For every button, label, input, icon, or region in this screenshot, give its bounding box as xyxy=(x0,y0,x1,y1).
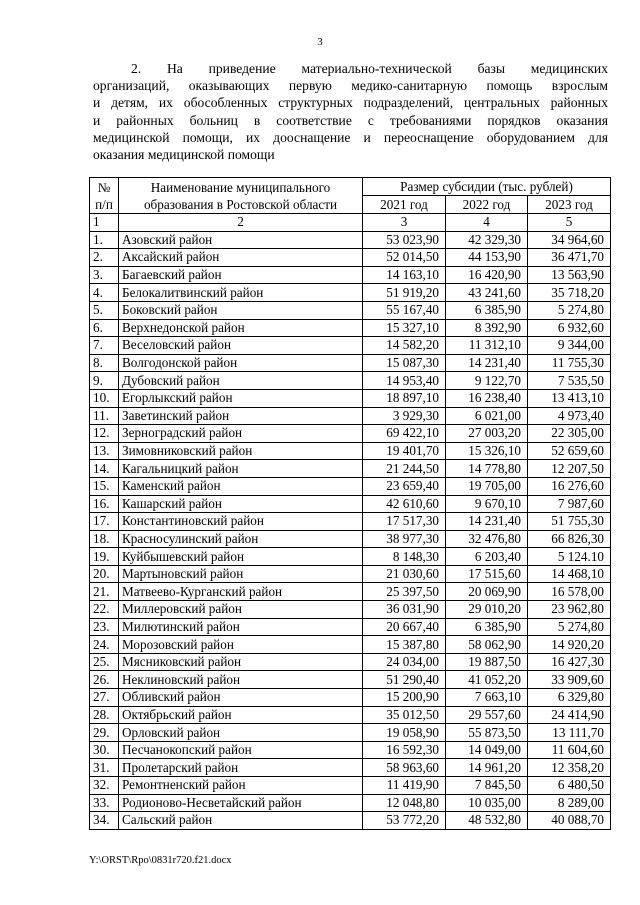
page-number: 3 xyxy=(317,36,323,48)
row-value-2021: 11 419,90 xyxy=(363,777,446,795)
row-number: 26. xyxy=(90,671,119,689)
row-district-name: Константиновский район xyxy=(119,513,363,531)
row-value-2023: 12 207,50 xyxy=(528,460,611,478)
row-value-2021: 69 422,10 xyxy=(363,425,446,443)
row-value-2021: 23 659,40 xyxy=(363,477,446,495)
row-value-2023: 52 659,60 xyxy=(528,442,611,460)
row-number: 20. xyxy=(90,565,119,583)
row-number: 28. xyxy=(90,706,119,724)
row-value-2022: 16 238,40 xyxy=(446,389,528,407)
row-value-2023: 23 962,80 xyxy=(528,601,611,619)
row-district-name: Заветинский район xyxy=(119,407,363,425)
row-district-name: Милютинский район xyxy=(119,618,363,636)
row-value-2022: 42 329,30 xyxy=(446,231,528,249)
header-number-cell xyxy=(90,178,119,214)
row-value-2022: 41 052,20 xyxy=(446,671,528,689)
row-district-name: Зимовниковский район xyxy=(119,442,363,460)
row-district-name: Мясниковский район xyxy=(119,653,363,671)
table-row xyxy=(90,513,611,531)
row-district-name: Обливский район xyxy=(119,689,363,707)
row-value-2023: 7 987,60 xyxy=(528,495,611,513)
row-value-2023: 40 088,70 xyxy=(528,812,611,830)
header-year-2022: 2022 год xyxy=(446,196,528,214)
row-district-name: Морозовский район xyxy=(119,636,363,654)
row-value-2021: 52 014,50 xyxy=(363,249,446,267)
table-row xyxy=(90,301,611,319)
row-district-name: Багаевский район xyxy=(119,266,363,284)
row-value-2021: 14 163,10 xyxy=(363,266,446,284)
row-value-2022: 19 887,50 xyxy=(446,653,528,671)
row-value-2023: 13 111,70 xyxy=(528,724,611,742)
header-name-line2: образования в Ростовской области xyxy=(143,196,338,212)
row-value-2021: 14 953,40 xyxy=(363,372,446,390)
paragraph-line: медицинской помощи, их дооснащение и переоснащение оборудованием для xyxy=(93,129,608,145)
row-value-2022: 16 420,90 xyxy=(446,266,528,284)
table-row xyxy=(90,741,611,759)
table-header-row xyxy=(90,178,611,196)
table-row xyxy=(90,706,611,724)
table-row xyxy=(90,794,611,812)
row-value-2021: 16 592,30 xyxy=(363,741,446,759)
row-value-2022: 14 231,40 xyxy=(446,354,528,372)
row-value-2023: 11 755,30 xyxy=(528,354,611,372)
table-row xyxy=(90,337,611,355)
row-value-2022: 14 049,00 xyxy=(446,741,528,759)
row-value-2021: 15 387,80 xyxy=(363,636,446,654)
row-value-2022: 29 010,20 xyxy=(446,601,528,619)
row-number: 12. xyxy=(90,425,119,443)
row-value-2022: 19 705,00 xyxy=(446,477,528,495)
row-number: 1. xyxy=(90,231,119,249)
row-value-2023: 51 755,30 xyxy=(528,513,611,531)
row-number: 27. xyxy=(90,689,119,707)
column-number: 1 xyxy=(90,214,119,232)
row-number: 21. xyxy=(90,583,119,601)
table-row xyxy=(90,495,611,513)
row-value-2023: 14 920,20 xyxy=(528,636,611,654)
table-row xyxy=(90,636,611,654)
row-value-2022: 15 326,10 xyxy=(446,442,528,460)
row-district-name: Кашарский район xyxy=(119,495,363,513)
table-row xyxy=(90,812,611,830)
row-district-name: Мартыновский район xyxy=(119,565,363,583)
row-value-2023: 12 358,20 xyxy=(528,759,611,777)
row-number: 14. xyxy=(90,460,119,478)
row-value-2023: 7 535,50 xyxy=(528,372,611,390)
row-number: 16. xyxy=(90,495,119,513)
row-district-name: Веселовский район xyxy=(119,337,363,355)
row-value-2022: 43 241,60 xyxy=(446,284,528,302)
row-district-name: Кагальницкий район xyxy=(119,460,363,478)
row-value-2022: 6 385,90 xyxy=(446,301,528,319)
row-number: 31. xyxy=(90,759,119,777)
row-value-2023: 6 932,60 xyxy=(528,319,611,337)
row-value-2021: 18 897,10 xyxy=(363,389,446,407)
row-value-2021: 51 919,20 xyxy=(363,284,446,302)
table-row xyxy=(90,671,611,689)
row-number: 24. xyxy=(90,636,119,654)
row-value-2021: 19 401,70 xyxy=(363,442,446,460)
row-district-name: Боковский район xyxy=(119,301,363,319)
row-district-name: Белокалитвинский район xyxy=(119,284,363,302)
table-row xyxy=(90,389,611,407)
row-value-2021: 19 058,90 xyxy=(363,724,446,742)
row-number: 9. xyxy=(90,372,119,390)
row-number: 7. xyxy=(90,337,119,355)
row-district-name: Миллеровский район xyxy=(119,601,363,619)
table-row xyxy=(90,724,611,742)
row-value-2023: 6 480,50 xyxy=(528,777,611,795)
paragraph-line: и районных больниц в соответствие с требованиями порядков оказания xyxy=(93,112,608,128)
row-value-2022: 32 476,80 xyxy=(446,530,528,548)
row-district-name: Каменский район xyxy=(119,477,363,495)
table-row xyxy=(90,425,611,443)
row-value-2022: 8 392,90 xyxy=(446,319,528,337)
row-number: 25. xyxy=(90,653,119,671)
row-value-2022: 29 557,60 xyxy=(446,706,528,724)
row-district-name: Неклиновский район xyxy=(119,671,363,689)
row-number: 5. xyxy=(90,301,119,319)
row-value-2023: 8 289,00 xyxy=(528,794,611,812)
table-row xyxy=(90,618,611,636)
row-value-2023: 16 427,30 xyxy=(528,653,611,671)
row-number: 34. xyxy=(90,812,119,830)
table-row xyxy=(90,407,611,425)
header-number-line1: № xyxy=(97,179,111,195)
table-row xyxy=(90,442,611,460)
row-value-2021: 17 517,30 xyxy=(363,513,446,531)
header-subsidy-cell: Размер субсидии (тыс. рублей) xyxy=(363,178,611,196)
row-value-2022: 6 021,00 xyxy=(446,407,528,425)
row-district-name: Куйбышевский район xyxy=(119,548,363,566)
row-value-2023: 33 909,60 xyxy=(528,671,611,689)
row-district-name: Матвеево-Курганский район xyxy=(119,583,363,601)
row-value-2022: 6 385,90 xyxy=(446,618,528,636)
table-row xyxy=(90,460,611,478)
table-row xyxy=(90,372,611,390)
row-value-2022: 55 873,50 xyxy=(446,724,528,742)
row-value-2021: 15 200,90 xyxy=(363,689,446,707)
row-value-2022: 9 122,70 xyxy=(446,372,528,390)
table-row xyxy=(90,284,611,302)
row-value-2023: 13 563,90 xyxy=(528,266,611,284)
row-value-2022: 10 035,00 xyxy=(446,794,528,812)
table-row xyxy=(90,689,611,707)
row-value-2021: 8 148,30 xyxy=(363,548,446,566)
row-district-name: Егорлыкский район xyxy=(119,389,363,407)
row-value-2022: 11 312,10 xyxy=(446,337,528,355)
row-number: 17. xyxy=(90,513,119,531)
column-number: 2 xyxy=(119,214,363,232)
row-value-2023: 9 344,00 xyxy=(528,337,611,355)
table-row xyxy=(90,249,611,267)
paragraph-line: организаций, оказывающих первую медико-санитарную помощь взрослым xyxy=(93,78,608,94)
table-row xyxy=(90,759,611,777)
row-number: 22. xyxy=(90,601,119,619)
paragraph-line: 2. На приведение материально-технической базы медицинских xyxy=(131,61,608,76)
row-value-2023: 5 274,80 xyxy=(528,618,611,636)
table-row xyxy=(90,548,611,566)
row-value-2023: 6 329,80 xyxy=(528,689,611,707)
table-row xyxy=(90,266,611,284)
footer-file-path: Y:\ORST\Rpo\0831r720.f21.docx xyxy=(89,855,232,866)
row-value-2022: 48 532,80 xyxy=(446,812,528,830)
row-value-2021: 53 023,90 xyxy=(363,231,446,249)
row-number: 8. xyxy=(90,354,119,372)
row-value-2021: 20 667,40 xyxy=(363,618,446,636)
table-row xyxy=(90,530,611,548)
row-value-2023: 36 471,70 xyxy=(528,249,611,267)
row-number: 15. xyxy=(90,477,119,495)
row-value-2021: 53 772,20 xyxy=(363,812,446,830)
row-district-name: Азовский район xyxy=(119,231,363,249)
row-number: 29. xyxy=(90,724,119,742)
row-value-2023: 11 604,60 xyxy=(528,741,611,759)
row-district-name: Красносулинский район xyxy=(119,530,363,548)
row-value-2023: 4 973,40 xyxy=(528,407,611,425)
row-value-2022: 17 515,60 xyxy=(446,565,528,583)
row-value-2022: 14 778,80 xyxy=(446,460,528,478)
row-district-name: Сальский район xyxy=(119,812,363,830)
row-value-2021: 51 290,40 xyxy=(363,671,446,689)
row-number: 33. xyxy=(90,794,119,812)
table-row xyxy=(90,231,611,249)
row-district-name: Волгодонской район xyxy=(119,354,363,372)
row-value-2021: 14 582,20 xyxy=(363,337,446,355)
row-value-2023: 66 826,30 xyxy=(528,530,611,548)
row-value-2021: 15 087,30 xyxy=(363,354,446,372)
row-value-2022: 58 062,90 xyxy=(446,636,528,654)
row-district-name: Октябрьский район xyxy=(119,706,363,724)
column-number-row xyxy=(90,214,611,232)
header-name-line1: Наименование муниципального xyxy=(150,179,331,195)
header-name-cell xyxy=(119,178,363,214)
row-value-2021: 21 030,60 xyxy=(363,565,446,583)
row-value-2021: 3 929,30 xyxy=(363,407,446,425)
row-number: 3. xyxy=(90,266,119,284)
row-district-name: Песчанокопский район xyxy=(119,741,363,759)
row-number: 11. xyxy=(90,407,119,425)
row-value-2021: 15 327,10 xyxy=(363,319,446,337)
table-row xyxy=(90,565,611,583)
row-value-2021: 58 963,60 xyxy=(363,759,446,777)
row-number: 13. xyxy=(90,442,119,460)
row-value-2023: 16 578,00 xyxy=(528,583,611,601)
table-row xyxy=(90,601,611,619)
row-value-2021: 36 031,90 xyxy=(363,601,446,619)
row-number: 10. xyxy=(90,389,119,407)
row-number: 32. xyxy=(90,777,119,795)
row-value-2022: 9 670,10 xyxy=(446,495,528,513)
header-number-line2: п/п xyxy=(95,196,113,212)
row-value-2021: 35 012,50 xyxy=(363,706,446,724)
row-value-2021: 38 977,30 xyxy=(363,530,446,548)
header-year-2021: 2021 год xyxy=(363,196,446,214)
row-value-2022: 7 845,50 xyxy=(446,777,528,795)
row-value-2023: 13 413,10 xyxy=(528,389,611,407)
row-district-name: Орловский район xyxy=(119,724,363,742)
row-district-name: Родионово-Несветайский район xyxy=(119,794,363,812)
table-row xyxy=(90,477,611,495)
row-number: 18. xyxy=(90,530,119,548)
row-number: 19. xyxy=(90,548,119,566)
paragraph-line: и детям, их обособленных структурных подразделений, центральных районных xyxy=(93,95,608,111)
row-value-2023: 24 414,90 xyxy=(528,706,611,724)
row-value-2021: 25 397,50 xyxy=(363,583,446,601)
table-row xyxy=(90,777,611,795)
row-district-name: Верхнедонской район xyxy=(119,319,363,337)
table-row xyxy=(90,583,611,601)
subsidy-table xyxy=(89,177,611,830)
header-year-2023: 2023 год xyxy=(528,196,611,214)
row-value-2022: 6 203,40 xyxy=(446,548,528,566)
row-district-name: Зерноградский район xyxy=(119,425,363,443)
section-paragraph xyxy=(93,60,608,163)
column-number: 4 xyxy=(446,214,528,232)
row-number: 6. xyxy=(90,319,119,337)
row-value-2023: 34 964,60 xyxy=(528,231,611,249)
row-value-2023: 22 305,00 xyxy=(528,425,611,443)
row-value-2022: 14 231,40 xyxy=(446,513,528,531)
column-number: 3 xyxy=(363,214,446,232)
row-value-2021: 42 610,60 xyxy=(363,495,446,513)
table-row xyxy=(90,319,611,337)
row-value-2023: 14 468,10 xyxy=(528,565,611,583)
row-value-2021: 21 244,50 xyxy=(363,460,446,478)
row-district-name: Пролетарский район xyxy=(119,759,363,777)
row-value-2023: 5 124.10 xyxy=(528,548,611,566)
row-district-name: Дубовский район xyxy=(119,372,363,390)
row-value-2022: 27 003,20 xyxy=(446,425,528,443)
row-number: 30. xyxy=(90,741,119,759)
row-value-2021: 24 034,00 xyxy=(363,653,446,671)
row-district-name: Ремонтненский район xyxy=(119,777,363,795)
row-value-2021: 55 167,40 xyxy=(363,301,446,319)
row-value-2022: 44 153,90 xyxy=(446,249,528,267)
row-value-2023: 5 274,80 xyxy=(528,301,611,319)
table-row xyxy=(90,653,611,671)
row-district-name: Аксайский район xyxy=(119,249,363,267)
row-value-2023: 16 276,60 xyxy=(528,477,611,495)
row-number: 4. xyxy=(90,284,119,302)
row-number: 2. xyxy=(90,249,119,267)
column-number: 5 xyxy=(528,214,611,232)
row-value-2022: 14 961,20 xyxy=(446,759,528,777)
row-value-2022: 20 069,90 xyxy=(446,583,528,601)
row-value-2022: 7 663,10 xyxy=(446,689,528,707)
paragraph-line: оказания медицинской помощи xyxy=(93,147,275,163)
row-value-2023: 35 718,20 xyxy=(528,284,611,302)
row-value-2021: 12 048,80 xyxy=(363,794,446,812)
row-number: 23. xyxy=(90,618,119,636)
table-row xyxy=(90,354,611,372)
